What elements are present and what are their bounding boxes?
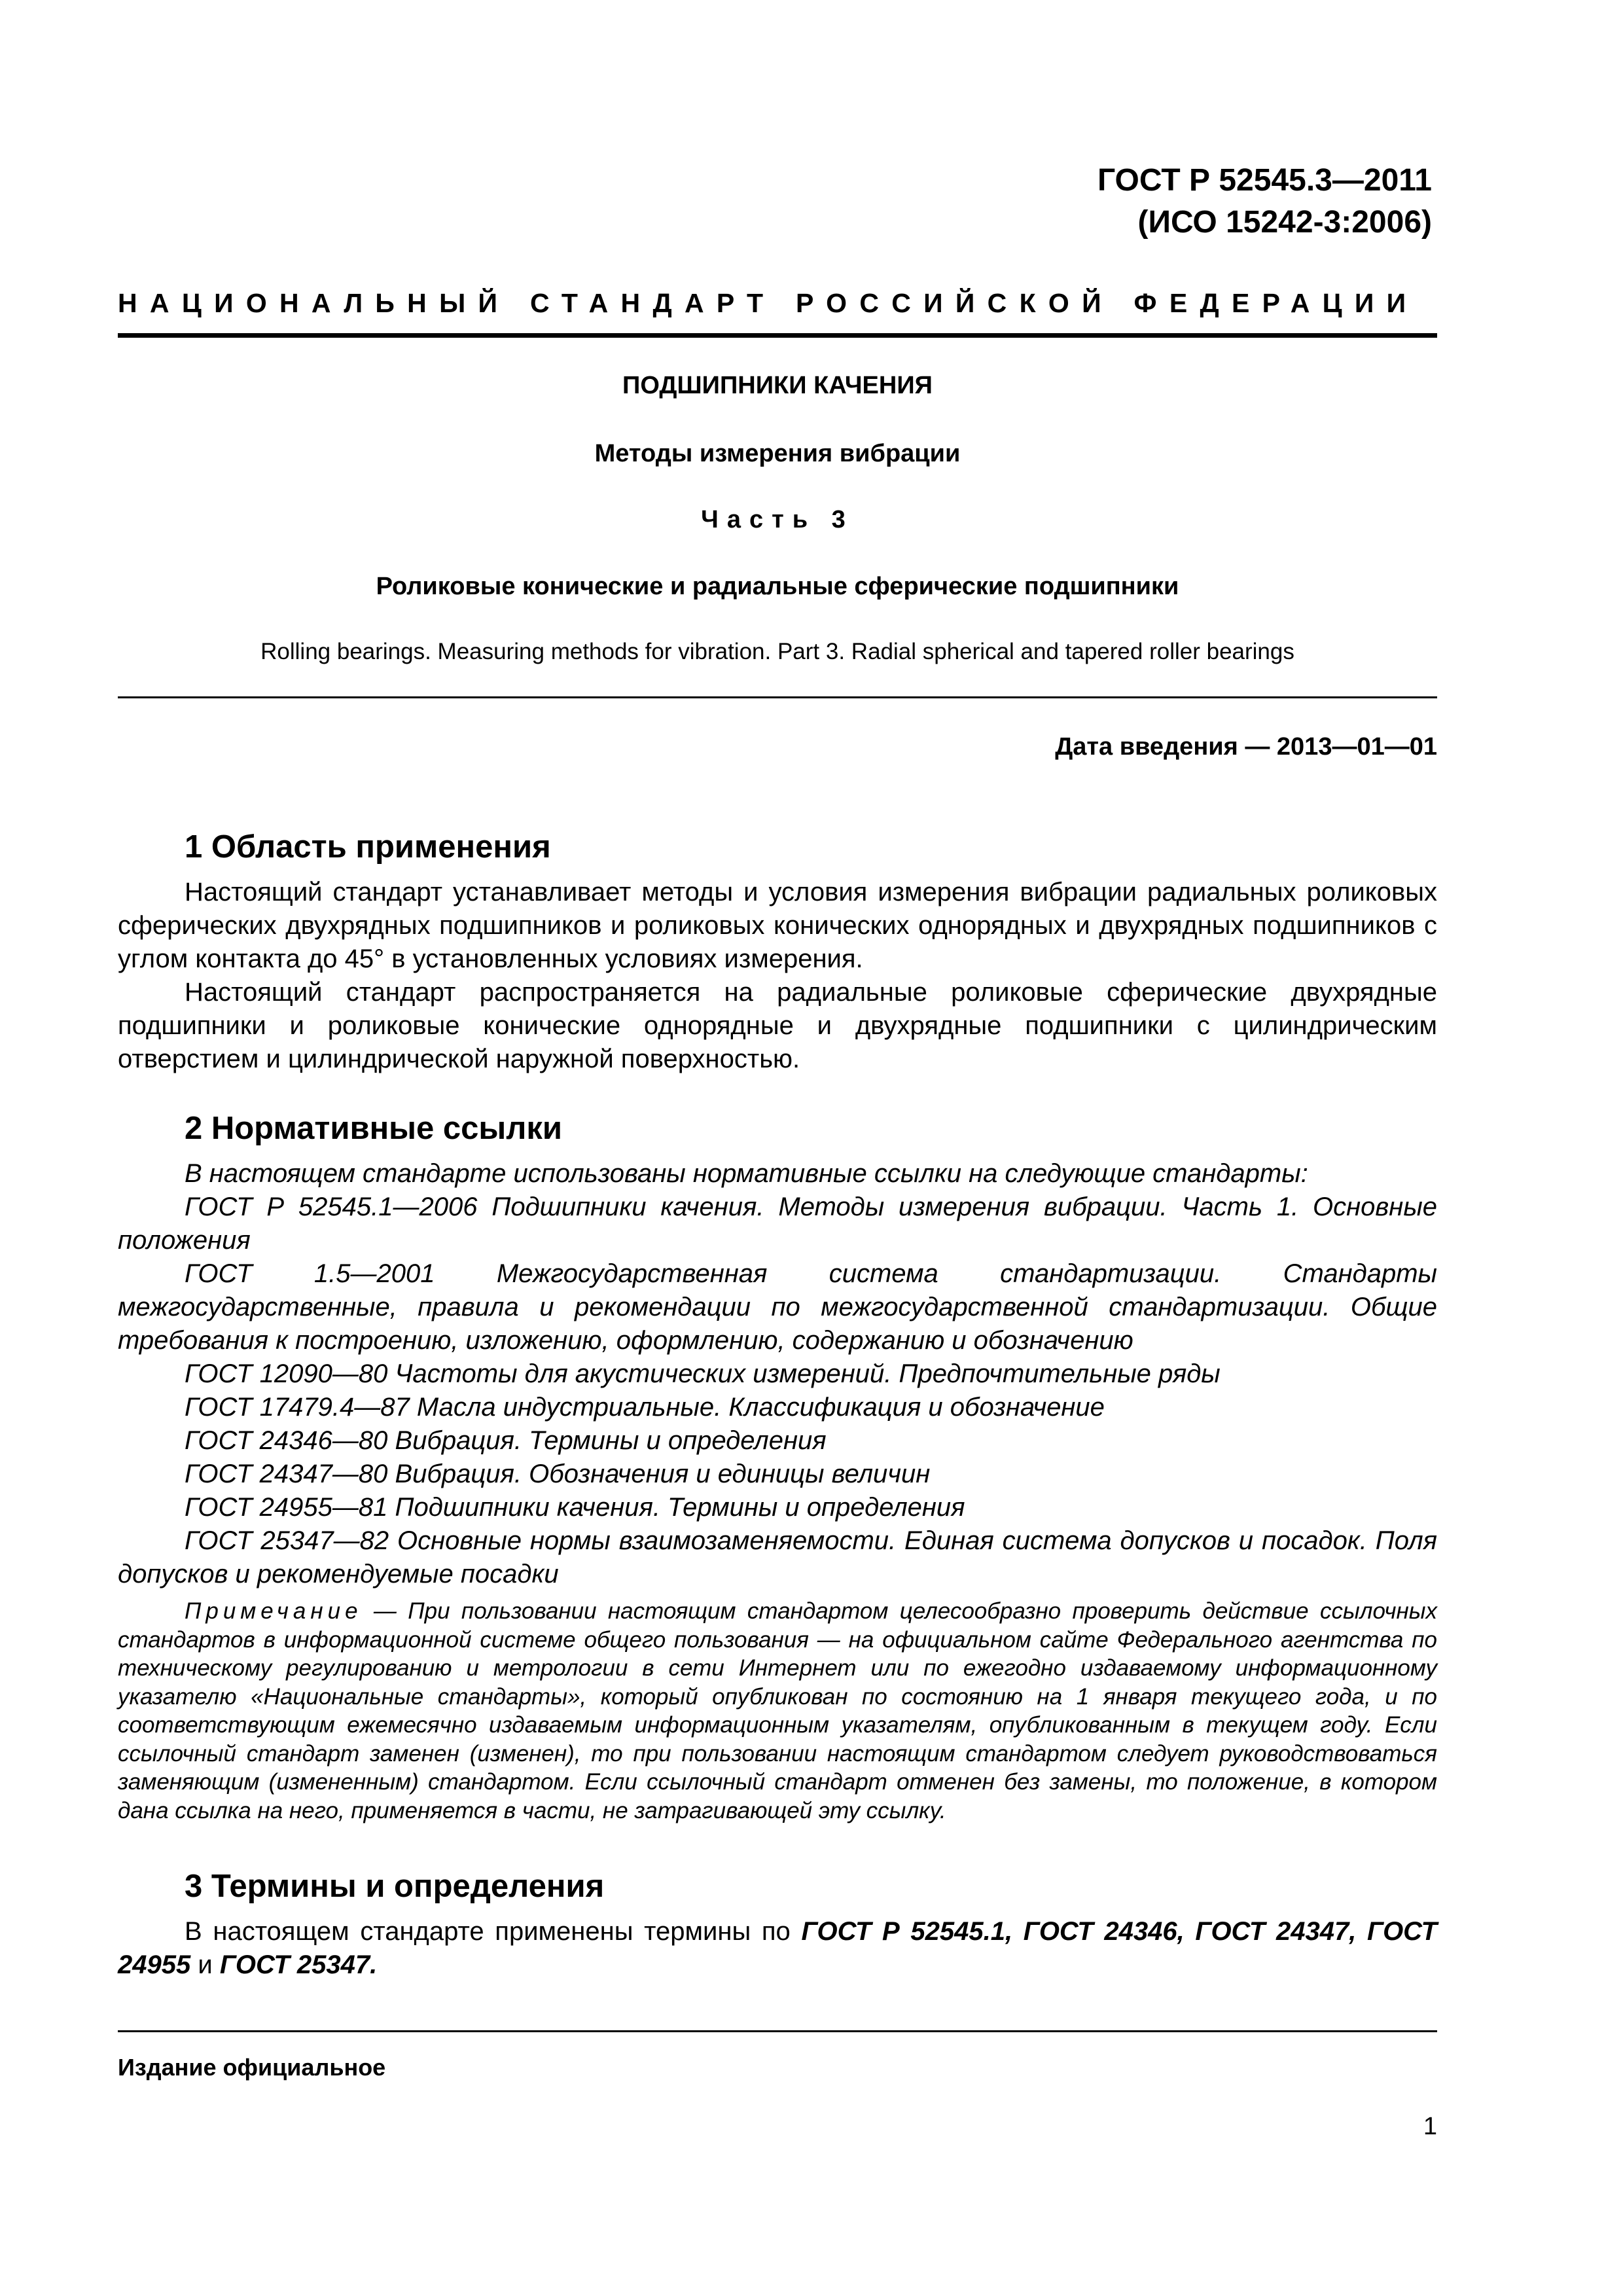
section-2-body (118, 1157, 1437, 1591)
section-3-heading: 3 Термины и определения (185, 1869, 605, 1904)
official-edition-label: Издание официальное (118, 2054, 386, 2081)
reference-item: ГОСТ 17479.4—87 Масла индустриальные. Классификация и обозначение (185, 1393, 1105, 1422)
document-english-title: Rolling bearings. Measuring methods for vibration. Part 3. Radial spherical and tapered roller bearings (260, 639, 1294, 664)
section-3-conjunction: и (190, 1950, 220, 1979)
reference-item: В настоящем стандарте использованы нормативные ссылки на следующие стандарты: (185, 1159, 1308, 1188)
standard-code-iso: (ИСО 15242-3:2006) (1137, 205, 1432, 240)
document-title: ПОДШИПНИКИ КАЧЕНИЯ (622, 372, 933, 399)
document-part-title: Роликовые конические и радиальные сферические подшипники (376, 573, 1179, 600)
section-3-body (118, 1915, 1437, 1982)
introduction-date: Дата введения — 2013—01—01 (1055, 733, 1437, 761)
reference-item: ГОСТ 24347—80 Вибрация. Обозначения и единицы величин (185, 1460, 931, 1488)
section-3-references-a: ГОСТ Р 52545.1, ГОСТ 24346, ГОСТ 24347, ГОСТ 24955 (118, 1917, 1437, 1979)
section-3-references-b: ГОСТ 25347 (219, 1950, 370, 1979)
national-standard-banner: НАЦИОНАЛЬНЫЙ СТАНДАРТ РОССИЙСКОЙ ФЕДЕРАЦИИ (118, 288, 1419, 318)
note-label: Примечание (185, 1598, 363, 1624)
reference-item: ГОСТ 1.5—2001 Межгосударственная система стандартизации. Стандарты межгосударственные, правила и рекомендации по межгосударственной стандартизации. Общие требования к построению, изложению, оформлению, содержанию и обозначению (118, 1259, 1437, 1355)
page-number: 1 (1423, 2113, 1437, 2140)
title-rule (118, 696, 1437, 698)
reference-item: ГОСТ Р 52545.1—2006 Подшипники качения. Методы измерения вибрации. Часть 1. Основные положения (118, 1193, 1437, 1255)
note-text: — При пользовании настоящим стандартом целесообразно проверить действие ссылочных стандартов в информационной системе общего пользования — на официальном сайте Федерального агентства по техническому регулированию и метрологии в сети Интернет или по ежегодно издаваемому информационному указателю «Национальные стандарты», который опубликован по состоянию на 1 января текущего года, и по соответствующим ежемесячно издаваемым информационным указателям, опубликованным в текущем году. Если ссылочный стандарт заменен (изменен), то при пользовании настоящим стандартом следует руководствоваться заменяющим (измененным) стандартом. Если ссылочный стандарт отменен без замены, то положение, в котором дана ссылка на него, применяется в части, не затрагивающей эту ссылку. (118, 1598, 1437, 1823)
section-1-body (118, 876, 1437, 1076)
reference-item: ГОСТ 12090—80 Частоты для акустических измерений. Предпочтительные ряды (185, 1359, 1221, 1388)
reference-item: ГОСТ 24955—81 Подшипники качения. Термины и определения (185, 1493, 965, 1522)
footer-rule (118, 2030, 1437, 2032)
section-2-note (118, 1597, 1437, 1825)
standard-code (1097, 160, 1432, 243)
reference-item: ГОСТ 25347—82 Основные нормы взаимозаменяемости. Единая система допусков и посадок. Поля допусков и рекомендуемые посадки (118, 1526, 1437, 1588)
section-2-heading: 2 Нормативные ссылки (185, 1111, 562, 1146)
section-1-paragraph-1: Настоящий стандарт устанавливает методы и условия измерения вибрации радиальных роликовых сферических двухрядных подшипников и роликовых конических однорядных и двухрядных подшипников с углом контакта до 45° в установленных условиях измерения. (118, 878, 1437, 973)
section-1-paragraph-2: Настоящий стандарт распространяется на радиальные роликовые сферические двухрядные подшипники и роликовые конические однорядные и двухрядные подшипники с цилиндрическим отверстием и цилиндрической наружной поверхностью. (118, 978, 1437, 1073)
section-3-paragraph (118, 1915, 1437, 1982)
document-subtitle: Методы измерения вибрации (594, 440, 961, 467)
standard-code-gost: ГОСТ Р 52545.3—2011 (1097, 163, 1432, 198)
reference-item: ГОСТ 24346—80 Вибрация. Термины и определения (185, 1426, 827, 1455)
section-3-end: . (370, 1950, 378, 1979)
section-1-heading: 1 Область применения (185, 829, 551, 865)
document-part: Часть 3 (701, 506, 854, 533)
section-3-text: В настоящем стандарте применены термины по (185, 1917, 802, 1946)
header-rule (118, 333, 1437, 338)
